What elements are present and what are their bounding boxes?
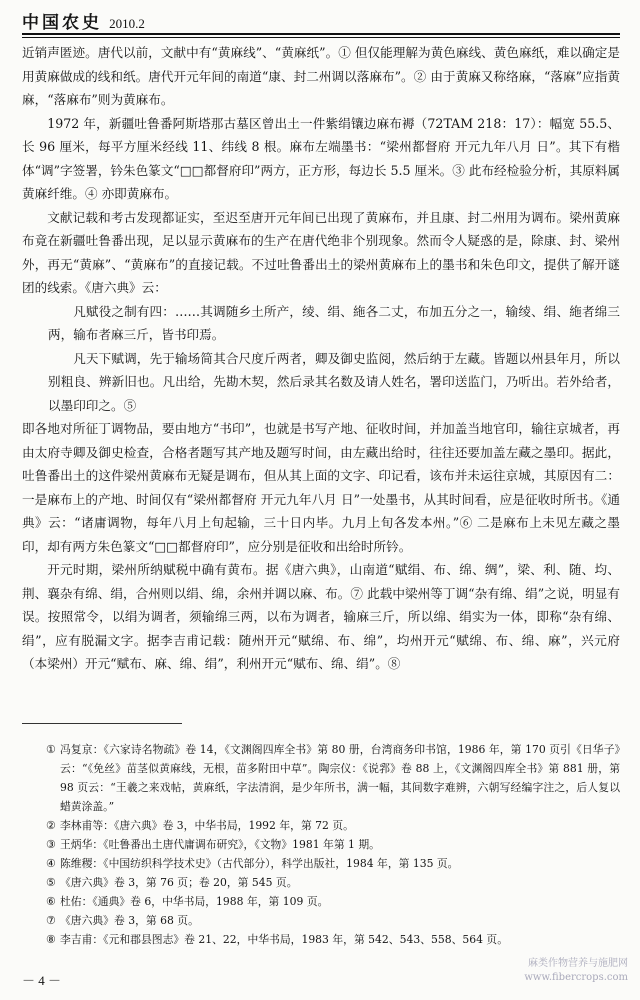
footnote-text: 陈维稷：《中国纺织科学技术史》（古代部分），科学出版社，1984 年，第 135 页。 [60,857,459,870]
footnote-text: 杜佑：《通典》卷 6，中华书局，1988 年，第 109 页。 [60,895,329,908]
paragraph-3: 文献记载和考古发现都证实，至迟至唐开元年间已出现了黄麻布，并且康、封二州用为调布。梁州黄麻布竟在新疆吐鲁番出现，足以显示黄麻布的生产在唐代绝非个别现象。然而令人疑惑的是，除康、封、梁州外，再无“黄麻”、“黄麻布”的直接记载。不过吐鲁番出土的梁州黄麻布上的墨书和朱色印文，提供了解开谜团的线索。《唐六典》云： [22,209,620,295]
footnote-number: ① [46,743,56,756]
journal-title: 中国农史 [22,13,102,33]
header-rule-thin [22,37,620,38]
watermark [524,957,628,985]
footnote [46,930,620,949]
footnote-number: ④ [46,857,56,870]
footnote-separator [22,723,182,724]
footnote [46,740,620,816]
footnote [46,892,620,911]
paragraph-4: 即各地对所征丁调物品，要由地方“书印”，也就是书写产地、征收时间，并加盖当地官印，输往京城者，再由太府寺卿及御史检查，合格者题写其产地及题写时间，由左藏出给时，往往还要加盖左藏之墨印。据此，吐鲁番出土的这件梁州黄麻布无疑是调布，但从其上面的文字、印记看，该布并未运往京城，其原因有二：一是麻布上的产地、时间仅有“梁州都督府 开元九年八月 日”一处墨书，从其时间看，应是征收时所书。《通典》云：“诸庸调物，每年八月上旬起输，三十日内毕。九月上旬各发本州。”⑥ 二是麻布上未见左藏之墨印，却有两方朱色篆文“□□都督府印”，应分别是征收和出给时所钤。 [22,421,620,554]
footnote-text: 冯复京：《六家诗名物疏》卷 14，《文渊阁四库全书》第 80 册，台湾商务印书馆，1986 年，第 170 页引《日华子》云：“《免丝》苗茎似黄麻线，无根，苗多附田中草”。陶宗仪：《说郛》卷 88 上，《文渊阁四库全书》第 881 册，第 98 页云：“王羲之来戏帖，黄麻纸，字法清润，是少年所书，满一幅，其间数字难辨，六朝写经编字注之，后人复以蜡黄涂盖。” [60,743,620,813]
header-rule-thick [22,33,620,35]
article-body [22,41,620,676]
footnote-number: ⑤ [46,876,56,889]
footnote-text: 王炳华：《吐鲁番出土唐代庸调布研究》，《文物》1981 年第 1 期。 [60,838,380,851]
footnote-text: 李林甫等：《唐六典》卷 3，中华书局，1992 年，第 72 页。 [60,819,354,832]
footnote-number: ② [46,819,56,832]
footnote [46,854,620,873]
footnote-text: 李吉甫：《元和郡县图志》卷 21、22，中华书局，1983 年，第 542、543、558、564 页。 [60,933,509,946]
footnotes [46,740,620,949]
watermark-url: www.fibercrops.com [524,972,628,983]
paragraph-2: 1972 年，新疆吐鲁番阿斯塔那古墓区曾出土一件紫绢镶边麻布褥（72TAM 218：17）：幅宽 55.5、长 96 厘米，每平方厘米经线 11、纬线 8 根。麻布左端墨书：“梁州都督府 开元九年八月 日”。其下有楷体“调”字签署，钤朱色篆文“□□都督府印”两方，正方形，每边长 5.5 厘米。③ 此布经检验分析，其原料属黄麻纤维。④ 亦即黄麻布。 [22,115,620,201]
footnote-number: ⑦ [46,914,56,927]
block-quote-2: 凡天下赋调，先于输场简其合尺度斤两者，卿及御史监阅，然后纳于左藏。皆题以州县年月，所以别粗良、辨新旧也。凡出给，先勘木契，然后录其名数及请人姓名，署印送监门，乃听出。若外给者，以墨印印之。⑤ [48,350,620,413]
footnote-number: ⑥ [46,895,56,908]
footnote [46,835,620,854]
running-header [22,8,622,34]
paragraph-5: 开元时期，梁州所纳赋税中确有黄布。据《唐六典》，山南道“赋绢、布、绵、绸”，梁、利、随、均、荆、襄杂有绵、绢，合州则以绢、绵，余州并调以麻、布。⑦ 此载中梁州等丁调“杂有绵、绢”之说，明显有误。按照常令，以绢为调者，须输绵三两，以布为调者，输麻三斤，所以绵、绢实为一体，即称“杂有绵、绢”，应有脱漏文字。据李吉甫记载：随州开元“赋绵、布、绵”，均州开元“赋绵、布、绵、麻”，兴元府（本梁州）开元“赋布、麻、绵、绢”，利州开元“赋布、绵、绢”。⑧ [22,562,620,671]
footnote-text: 《唐六典》卷 3，第 76 页；卷 20，第 545 页。 [60,876,298,889]
footnote-number: ③ [46,838,56,851]
page-number: － 4 － [22,973,62,988]
footnote-text: 《唐六典》卷 3，第 68 页。 [60,914,199,927]
block-quote-1: 凡赋役之制有四：……其调随乡土所产，绫、绢、絁各二丈，布加五分之一，输绫、绢、絁者绵三两，输布者麻三斤，皆书印焉。 [48,303,620,342]
paragraph-1: 近销声匿迹。唐代以前，文献中有“黄麻线”、“黄麻纸”。① 但仅能理解为黄色麻线、黄色麻纸，难以确定是用黄麻做成的线和纸。唐代开元年间的南道“康、封二州调以落麻布”。② 由于黄麻又称络麻，“落麻”应指黄麻，“落麻布”则为黄麻布。 [22,45,620,107]
footnote [46,816,620,835]
footnote [46,911,620,930]
footnote-number: ⑧ [46,933,56,946]
footnote [46,873,620,892]
watermark-site-name: 麻类作物营养与施肥网 [528,958,628,969]
issue-number: 2010.2 [109,16,145,31]
